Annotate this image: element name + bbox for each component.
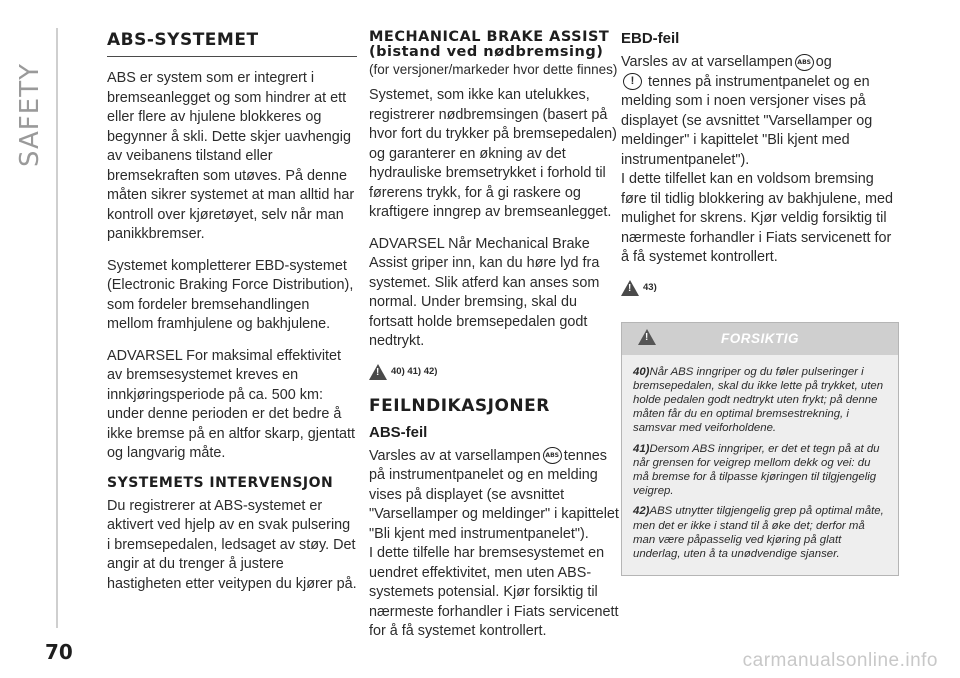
caution-box-body xyxy=(622,355,898,576)
caution-box-header xyxy=(622,323,898,355)
abs-fault-heading: ABS-feil xyxy=(369,423,428,441)
caution-note: 42)ABS utnytter tilgjengelig grep på optimal måte, men det er ikke i stand til å øke det; derfor må man være påpasselig ved kjøring på glatt underlag, uten å ta unødvendige sjanser. xyxy=(633,505,884,560)
column-3 xyxy=(621,30,899,576)
warning-reference-row xyxy=(621,280,899,296)
caution-note: 40)Når ABS inngriper og du føler pulseringer i bremsepedalen, skal du ikke lette på trykket, uten holde pedalen godt nedtrykt uten frykt; på denne måten får du en optimal bremsestrekning, i samsvar med veiforholdene. xyxy=(633,365,884,435)
brake-assist-paragraph-1: Systemet, som ikke kan utelukkes, registrerer nødbremsingen (basert på hvor fort du trykker på bremsepedalen) og garanterer en økning av det hydrauliske bremsetrykket i forhold til førerens trykk, for å gi raskere og kraftigere inngrep av bremseanlegget. xyxy=(369,87,617,220)
warning-triangle-icon xyxy=(638,329,656,345)
column-2 xyxy=(369,30,622,654)
ebd-fault-paragraph-2: I dette tilfellet kan en voldsom bremsing føre til tidlig blokkering av bakhjulene, med mulighet for skrens. Kjør veldig forsiktig til nærmeste forhandler i Fiats servicenett for å få systemet kontrollert. xyxy=(621,171,893,265)
brake-assist-warning-paragraph: ADVARSEL Når Mechanical Brake Assist griper inn, kan du høre lyd fra systemet. Slik atferd kan anses som normal. Under bremsing, skal du fortsatt holde bremsepedalen godt nedtrykt. xyxy=(369,235,600,349)
warning-triangle-icon xyxy=(369,364,387,380)
abs-paragraph-2: Systemet kompletterer EBD-systemet (Electronic Braking Force Distribution), som fordeler bremsehandlingen mellom framhjulene og bakhjulene. xyxy=(107,257,354,332)
ebd-fault-paragraph: Varsles av at varsellampen ABS og ! tennes på instrumentpanelet og en melding som i noen versjoner vises på displayet (se avsnittet "Varsellamper og meldinger" i kapittelet "Bli kjent med instrumentpanelet"). xyxy=(621,54,873,168)
warning-reference-numbers: 43) xyxy=(643,282,657,293)
abs-heading: ABS-SYSTEMET xyxy=(107,30,357,57)
abs-paragraph-1: ABS er system som er integrert i bremseanlegget og som hindrer at ett eller flere av hjulene blokkeres og begynner å skli. Dette skjer uavhengig av veibanens tilstand eller bremsekraften som utøves. På denne måten sikrer systemet at man alltid har kontroll over kjøretøyet, selv når man panikkbremser. xyxy=(107,70,355,242)
page-number: 70 xyxy=(45,640,73,664)
brake-warning-light-icon: ! xyxy=(623,73,642,90)
abs-warning-paragraph: ADVARSEL For maksimal effektivitet av bremsesystemet kreves en innkjøringsperiode på ca. 500 km: under denne perioden er det bedre å ikke bremse på en altfor skarp, gjentatt og langvarig måte. xyxy=(107,347,355,461)
caution-note: 41)Dersom ABS inngriper, er det et tegn på at du når grensen for veigrep mellom dekk og vei: du må bremse for å tilpasse kjøringen til tilgjengelig veigrep. xyxy=(633,442,880,498)
caution-box-title: FORSIKTIG xyxy=(721,331,799,346)
column-1 xyxy=(107,30,357,606)
intervention-paragraph: Du registrerer at ABS-systemet er aktivert ved hjelp av en svak pulsering i bremsepedalen, ledsaget av støy. Det angir at du trenger å justere hastigheten etter veitypen du kjører på. xyxy=(107,497,357,592)
abs-fault-paragraph-2: I dette tilfelle har bremsesystemet en uendret effektivitet, men uten ABS-systemets potensial. Kjør forsiktig til nærmeste forhandler i Fiats servicenett for å få systemet kontrollert. xyxy=(369,545,619,639)
warning-reference-row xyxy=(369,364,622,380)
warning-reference-numbers: 40) 41) 42) xyxy=(391,366,438,377)
warning-triangle-icon xyxy=(621,280,639,296)
section-side-label: SAFETY xyxy=(15,63,45,167)
abs-warning-light-icon: ABS xyxy=(795,54,814,71)
watermark: carmanualsonline.info xyxy=(742,650,938,671)
fault-indications-heading: FEILNDIKASJONER xyxy=(369,395,550,416)
caution-box xyxy=(621,322,899,577)
abs-warning-light-icon: ABS xyxy=(543,447,562,464)
brake-assist-heading: MECHANICAL BRAKE ASSIST (bistand ved nødbremsing) xyxy=(369,29,610,60)
side-divider xyxy=(56,28,58,628)
abs-fault-paragraph: Varsles av at varsellampen ABS tennes på instrumentpanelet og en melding vises på displayet (se avsnittet "Varsellamper og meldinger" i kapittelet "Bli kjent med instrumentpanelet"). xyxy=(369,447,619,542)
ebd-fault-heading: EBD-feil xyxy=(621,30,680,47)
intervention-heading: SYSTEMETS INTERVENSJON xyxy=(107,474,334,491)
brake-assist-availability-note: (for versjoner/markeder hvor dette finnes) xyxy=(369,62,618,77)
